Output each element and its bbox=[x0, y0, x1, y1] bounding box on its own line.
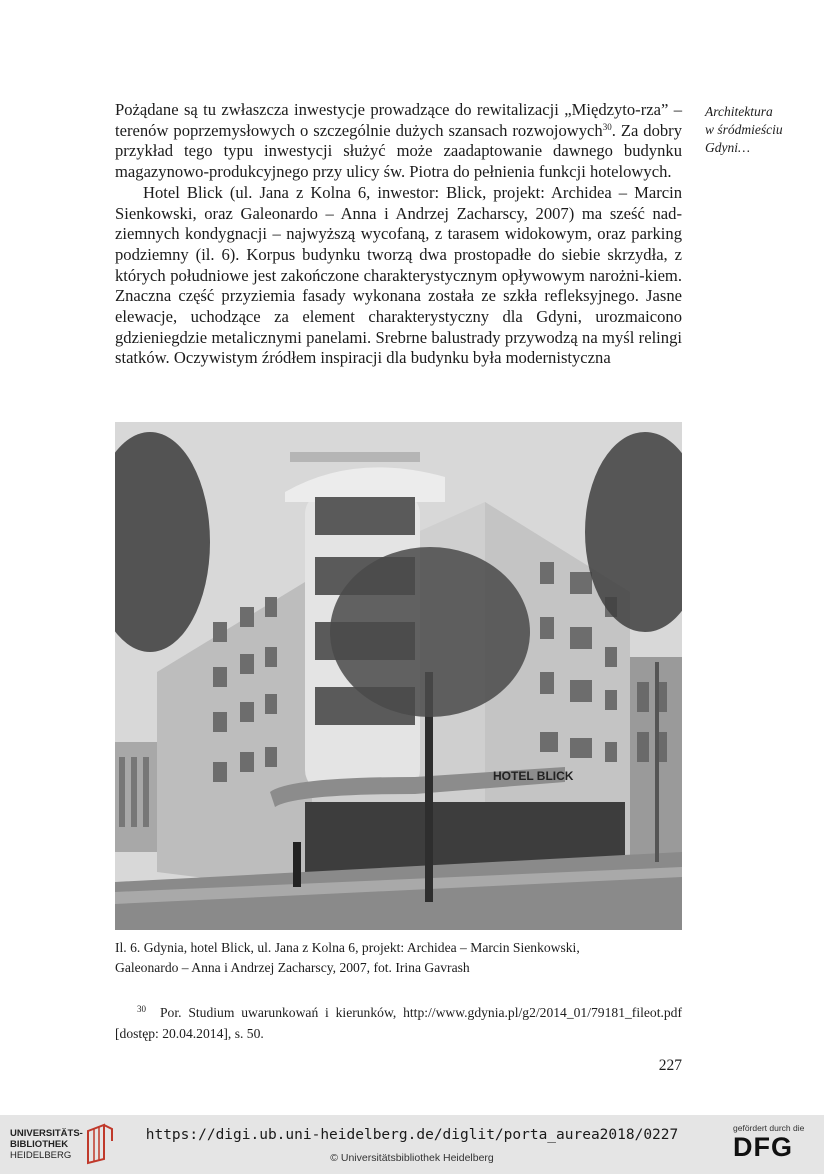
sidenote-line-3: Gdyni… bbox=[705, 140, 750, 155]
funder-label: gefördert durch die bbox=[733, 1123, 805, 1133]
dfg-logo[interactable]: DFG bbox=[733, 1132, 793, 1162]
paragraph-2: Hotel Blick (ul. Jana z Kolna 6, inwestor: Blick, projekt: Archidea – Marcin Sienkowski, oraz Galeonardo – Anna i Andrzej Zacharscy, 2007) ma sześć nad-ziemnych kondygnacji – najwyższą wycofaną, z tarasem widokowym, oraz parking podziemny (il. 6). Korpus budynku tworzą dwa prostopadłe do siebie skrzydła, z których południowe jest zakończone charakterystycznym opływowym narożni-kiem. Znaczna część przyziemia fasady wykonana została ze szkła refleksyjnego. Jasne elewacje, uchodzące za element charakterystyczny dla Gdyni, urozmaicono gdzieniegdzie metalicznymi panelami. Srebrne balustrady przywodzą na myśl relingi statków. Oczywistym źródłem inspiracji dla budynku była modernistyczna bbox=[115, 182, 682, 368]
figure-caption bbox=[115, 938, 695, 978]
body-text bbox=[115, 100, 682, 369]
copyright-notice: © Universitätsbibliothek Heidelberg bbox=[330, 1152, 494, 1164]
page-number: 227 bbox=[658, 1057, 682, 1074]
hotel-blick-photo bbox=[115, 422, 682, 930]
footnote-ref-30[interactable]: 30 bbox=[602, 121, 612, 132]
viewer-footer bbox=[0, 1115, 824, 1174]
caption-line-1: Il. 6. Gdynia, hotel Blick, ul. Jana z Kolna 6, projekt: Archidea – Marcin Sienkowski, bbox=[115, 940, 580, 955]
sidenote-line-1: Architektura bbox=[705, 104, 773, 119]
footnote-number: 30 bbox=[137, 1004, 146, 1014]
hotel-sign: HOTEL BLICK bbox=[493, 769, 574, 783]
permalink-url[interactable]: https://digi.ub.uni-heidelberg.de/diglit/porta_aurea2018/0227 bbox=[145, 1127, 679, 1143]
caption-line-2: Galeonardo – Anna i Andrzej Zacharscy, 2007, fot. Irina Gavrash bbox=[115, 960, 470, 975]
paragraph-1: Pożądane są tu zwłaszcza inwestycje prowadzące do rewitalizacji „Międzyto-rza” – terenów poprzemysłowych o szczególnie dużych szansach rozwojowych$^{30}$. Za dobry przykład tego typu inwestycji służyć może zaadaptowanie dawnego budynku magazynowo-produkcyjnego przy ulicy św. Piotra do pełnienia funkcji hotelowych. bbox=[115, 100, 682, 182]
sidenote-line-2: w śródmieściu bbox=[705, 122, 783, 137]
footnote-text: Por. Studium uwarunkowań i kierunków, http://www.gdynia.pl/g2/2014_01/79181_fileot.pdf [dostęp: 20.04.2014], s. 50. bbox=[115, 1005, 682, 1041]
running-sidenote bbox=[705, 103, 805, 157]
library-logo[interactable]: UNIVERSITÄTS- BIBLIOTHEK HEIDELBERG bbox=[10, 1128, 83, 1161]
footnote-30 bbox=[115, 999, 682, 1044]
